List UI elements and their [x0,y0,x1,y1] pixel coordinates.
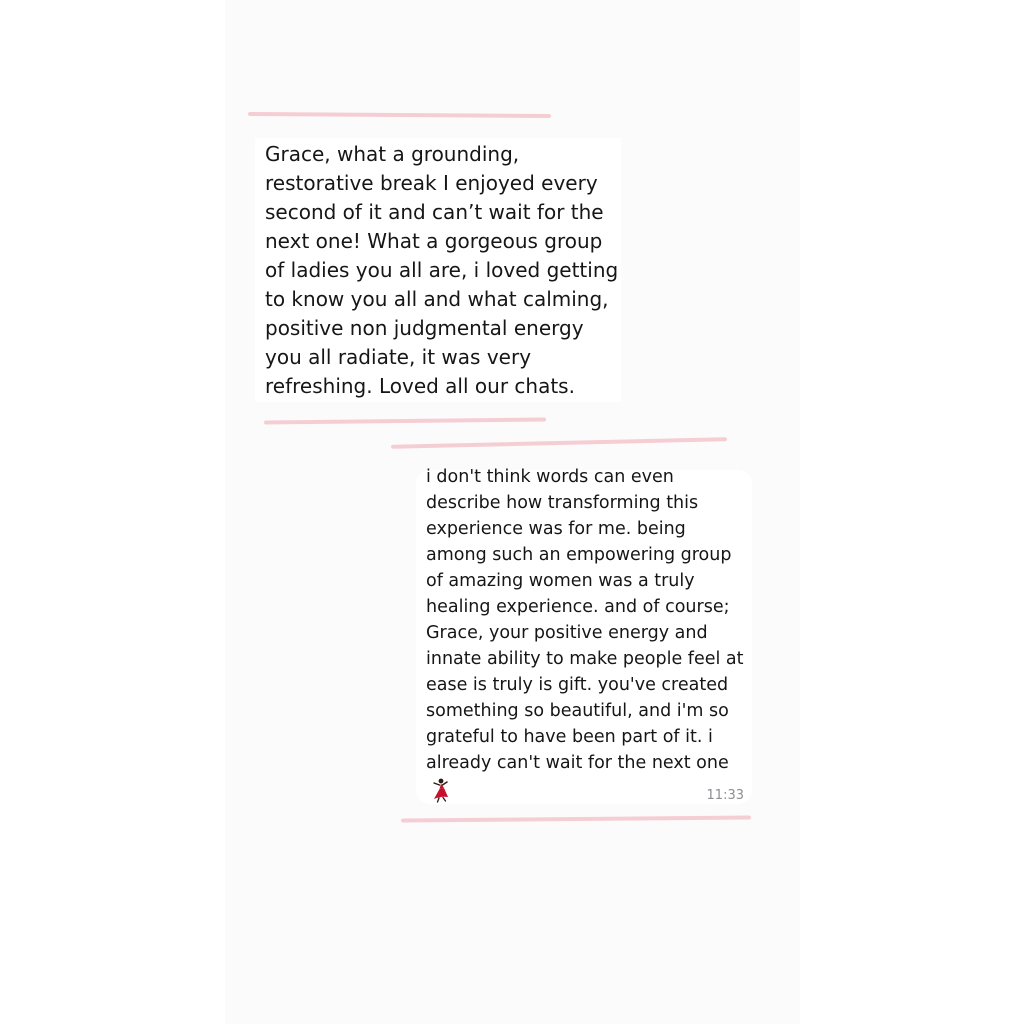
message-bubble-2 [416,467,752,804]
message-text-1: Grace, what a grounding, restorative break I enjoyed every second of it and can’t wait for the next one! What a gorgeous group of ladies you all are, i loved getting to know you all and what calming, positive non judgmental energy you all radiate, it was very refreshing. Loved all our chats. [265,142,619,398]
dancing-woman-icon [428,777,454,803]
message-text-2: i don't think words can even describe how transforming this experience was for me. being among such an empowering group of amazing women was a truly healing experience. and of course; Grace, your positive energy and innate ability to make people feel at ease is truly is gift. you've created something so beautiful, and i'm so grateful to have been part of it. i already can't wait for the next one [426,467,744,773]
message-timestamp: 11:33 [706,788,744,803]
message-bubble-1 [255,138,621,402]
